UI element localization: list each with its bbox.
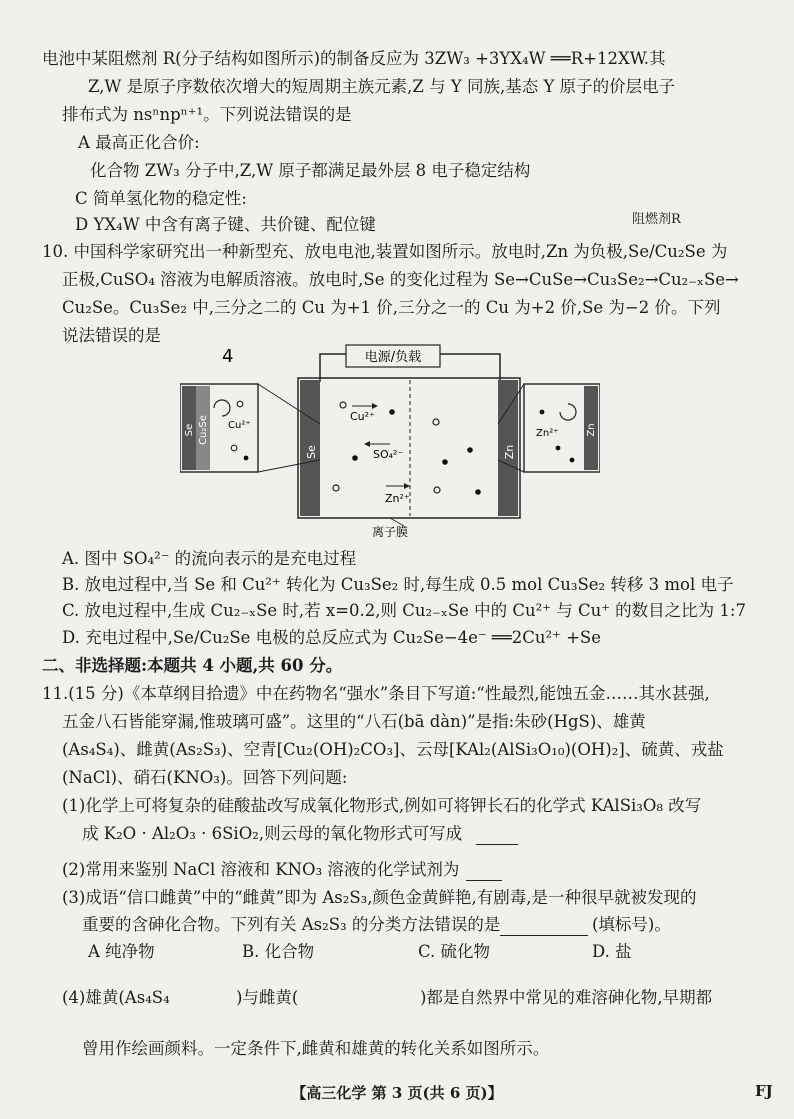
q11-line-4: (NaCl)、硝石(KNO₃)。回答下列问题: <box>62 768 348 787</box>
q11-part-3-blank <box>500 935 588 936</box>
q9-line-3: 排布式为 nsⁿnpⁿ⁺¹。下列说法错误的是 <box>62 105 352 124</box>
q11-line-2: 五金八石皆能穿漏,惟玻璃可盛”。这里的“八石(bā dàn)”是指:朱砂(HgS)、雄黄 <box>62 712 646 731</box>
q9-line-2: Z,W 是原子序数依次增大的短周期主族元素,Z 与 Y 同族,基态 Y 原子的价层电子 <box>88 77 676 96</box>
q11-part-2: (2)常用来鉴别 NaCl 溶液和 KNO₃ 溶液的化学试剂为 <box>62 860 460 879</box>
q11-part-4-mid: )与雌黄( <box>236 988 299 1007</box>
power-load-label: 电源/负载 <box>364 350 422 365</box>
q11-part-3-line-a: (3)成语“信口雌黄”中的“雌黄”即为 As₂S₃,颜色金黄鲜艳,有剧毒,是一种很早就被发现的 <box>62 888 697 907</box>
q11-part-1-line-a: (1)化学上可将复杂的硅酸盐改写成氧化物形式,例如可将钾长石的化学式 KAlSi₃O₈ 改写 <box>62 796 702 815</box>
zoom-cu2se-label: Cu₂Se <box>198 415 209 445</box>
q11-part-4-line-a: (4)雄黄(As₄S₄ <box>62 988 170 1007</box>
page-code: FJ <box>755 1082 773 1100</box>
zoom-zn-label: Zn <box>586 423 597 437</box>
zn-ion-main: Zn²⁺ <box>385 492 410 505</box>
q10-line-2: 正极,CuSO₄ 溶液为电解质溶液。放电时,Se 的变化过程为 Se→CuSe→Cu₃Se₂→Cu₂₋ₓSe→ <box>62 270 739 289</box>
zn-ion-zoom: Zn²⁺ <box>536 428 559 439</box>
q11-line-1: 11.(15 分)《本草纲目拾遗》中在药物名“强水”条目下写道:“性最烈,能蚀五金……其水甚强, <box>42 684 710 703</box>
q11-part-3-option-c: C. 硫化物 <box>418 942 491 961</box>
q10-option-a: A. 图中 SO₄²⁻ 的流向表示的是充电过程 <box>62 549 357 568</box>
q10-line-1: 10. 中国科学家研究出一种新型充、放电电池,装置如图所示。放电时,Zn 为负极,Se/Cu₂Se 为 <box>42 242 728 261</box>
q9-option-b: 化合物 ZW₃ 分子中,Z,W 原子都满足最外层 8 电子稳定结构 <box>90 161 531 180</box>
q9-figure-label: 阻燃剂R <box>632 212 681 227</box>
q11-part-4-tail: )都是自然界中常见的难溶砷化物,早期都 <box>420 988 713 1007</box>
q10-line-3: Cu₂Se。Cu₃Se₂ 中,三分之二的 Cu 为+1 价,三分之一的 Cu 为+2 价,Se 为−2 价。下列 <box>62 298 721 317</box>
battery-diagram <box>180 340 600 545</box>
cu-ion-zoom: Cu²⁺ <box>228 420 251 431</box>
section-2-heading: 二、非选择题:本题共 4 小题,共 60 分。 <box>42 656 343 675</box>
page-footer: 【高三化学 第 3 页(共 6 页)】 <box>291 1084 503 1102</box>
zoom-se-label: Se <box>184 423 195 437</box>
q11-part-3-option-d: D. 盐 <box>592 942 632 961</box>
q9-option-d: D YX₄W 中含有离子键、共价键、配位键 <box>75 215 376 234</box>
q11-part-1-blank <box>476 844 518 845</box>
q10-option-b: B. 放电过程中,当 Se 和 Cu²⁺ 转化为 Cu₃Se₂ 时,每生成 0.5 mol Cu₃Se₂ 转移 3 mol 电子 <box>62 575 734 594</box>
q9-option-c: C 简单氢化物的稳定性: <box>75 189 247 208</box>
q11-part-1-line-b: 成 K₂O · Al₂O₃ · 6SiO₂,则云母的氧化物形式可写成 <box>82 824 463 843</box>
q11-part-3-option-a: A 纯净物 <box>88 942 155 961</box>
q11-part-4-line-b: 曾用作绘画颜料。一定条件下,雌黄和雄黄的转化关系如图所示。 <box>82 1039 550 1058</box>
q11-part-2-blank <box>466 880 502 881</box>
q10-line-4: 说法错误的是 <box>62 326 161 345</box>
membrane-label: 离子膜 <box>371 525 409 539</box>
q11-part-3-tail: (填标号)。 <box>592 915 671 934</box>
main-se-label: Se <box>305 445 318 459</box>
q9-option-a: A 最高正化合价: <box>78 133 200 152</box>
main-zn-label: Zn <box>503 444 516 460</box>
diagram-mark: 4 <box>222 346 234 367</box>
q11-line-3: (As₄S₄)、雌黄(As₂S₃)、空青[Cu₂(OH)₂CO₃]、云母[KAl₂(AlSi₃O₁₀)(OH)₂]、硫黄、戎盐 <box>62 740 724 759</box>
so4-ion: SO₄²⁻ <box>373 448 404 461</box>
cu-ion-main: Cu²⁺ <box>350 410 375 423</box>
q10-option-c: C. 放电过程中,生成 Cu₂₋ₓSe 时,若 x=0.2,则 Cu₂₋ₓSe 中的 Cu²⁺ 与 Cu⁺ 的数目之比为 1:7 <box>62 601 746 620</box>
q11-part-3-line-b: 重要的含砷化合物。下列有关 As₂S₃ 的分类方法错误的是 <box>82 915 501 934</box>
q11-part-3-option-b: B. 化合物 <box>242 942 315 961</box>
q10-option-d: D. 充电过程中,Se/Cu₂Se 电极的总反应式为 Cu₂Se−4e⁻ ══2Cu²⁺ +Se <box>62 628 601 647</box>
q9-line-1: 电池中某阻燃剂 R(分子结构如图所示)的制备反应为 3ZW₃ +3YX₄W ══R+12XW.其 <box>42 49 666 68</box>
